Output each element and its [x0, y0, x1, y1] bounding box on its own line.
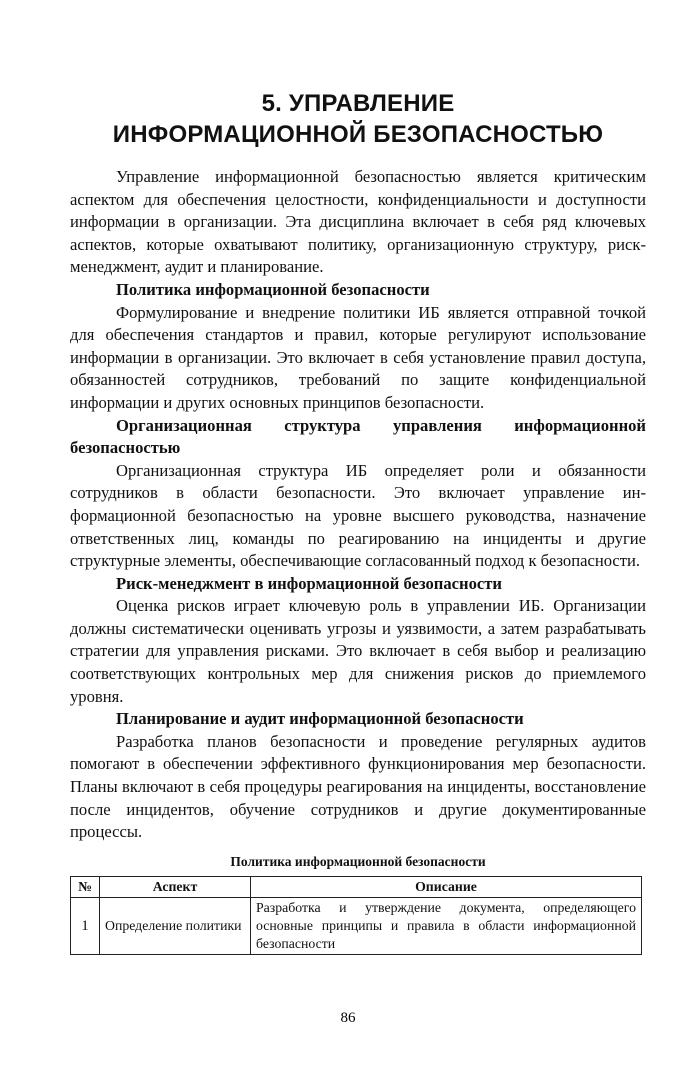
intro-paragraph: Управление информационной безопасностью является критическим аспектом для обеспечения целостности, конфиденциальности и доступности информации в организации. Эта дисциплина включает в себя ряд ключевых аспектов, которые охватывают политику, организационную структуру, риск-менеджмент, аудит и планирование.: [70, 167, 646, 277]
table-header-description: Описание: [251, 876, 642, 897]
page-number: 86: [340, 1010, 356, 1026]
section-heading-policy: Политика информационной безопасности: [116, 279, 430, 299]
table-header-number: №: [71, 876, 100, 897]
chapter-title-line-1: 5. УПРАВЛЕНИЕ: [261, 90, 455, 117]
chapter-title-line-2: ИНФОРМАЦИОННОЙ БЕЗОПАСНОСТЬЮ: [112, 121, 604, 148]
table-row: [71, 897, 642, 954]
table-cell-aspect: Определение политики: [100, 897, 251, 954]
table-caption: Политика информационной безопасности: [230, 853, 486, 869]
policy-table: [70, 876, 642, 955]
section-text-org-structure: Организационная структура ИБ определяет роли и обязанности сотрудников в области безопасности. Это включает управление информационной безопасностью на уровне высшего руководства, назначение ответственных лиц, команды по реагированию на инциденты и другие структурные элементы, обеспечивающие согласованный подход к безопасности.: [70, 460, 646, 571]
table-cell-number: 1: [71, 897, 100, 954]
section-text-policy: Формулирование и внедрение политики ИБ является отправной точкой для обеспечения стандартов и правил, которые регулируют использование информации в организации. Это включает в себя установление правил доступа, обязанностей сотрудников, требований по защите конфиденциальной информации и других основных принципов безопасности.: [70, 302, 646, 412]
table-cell-description: Разработка и утверждение документа, определяющего основные принципы и правила в области информационной безопасности: [251, 897, 642, 954]
table-header-row: [71, 876, 642, 897]
section-heading-org-structure: Организационная структура управления информационной безопасностью: [70, 415, 646, 458]
section-heading-planning-audit: Планирование и аудит информационной безопасности: [116, 709, 524, 729]
table-header-aspect: Аспект: [100, 876, 251, 897]
section-text-planning-audit: Разработка планов безопасности и проведение регулярных аудитов помогают в обеспечении эффективного функционирования мер безопасности. Планы включают в себя процедуры реагирования на инциденты, восстановление после инцидентов, обучение сотрудников и другие документированные процессы.: [70, 731, 646, 842]
chapter-title: [70, 88, 646, 150]
section-heading-risk-management: Риск-менеджмент в информационной безопасности: [116, 573, 502, 593]
section-text-risk-management: Оценка рисков играет ключевую роль в управлении ИБ. Организации должны систематически оценивать угрозы и уязвимости, а затем разрабатывать стратегии для управления рисками. Это включает в себя выбор и реализацию соответствующих контрольных мер для снижения рисков до приемлемого уровня.: [70, 596, 646, 706]
